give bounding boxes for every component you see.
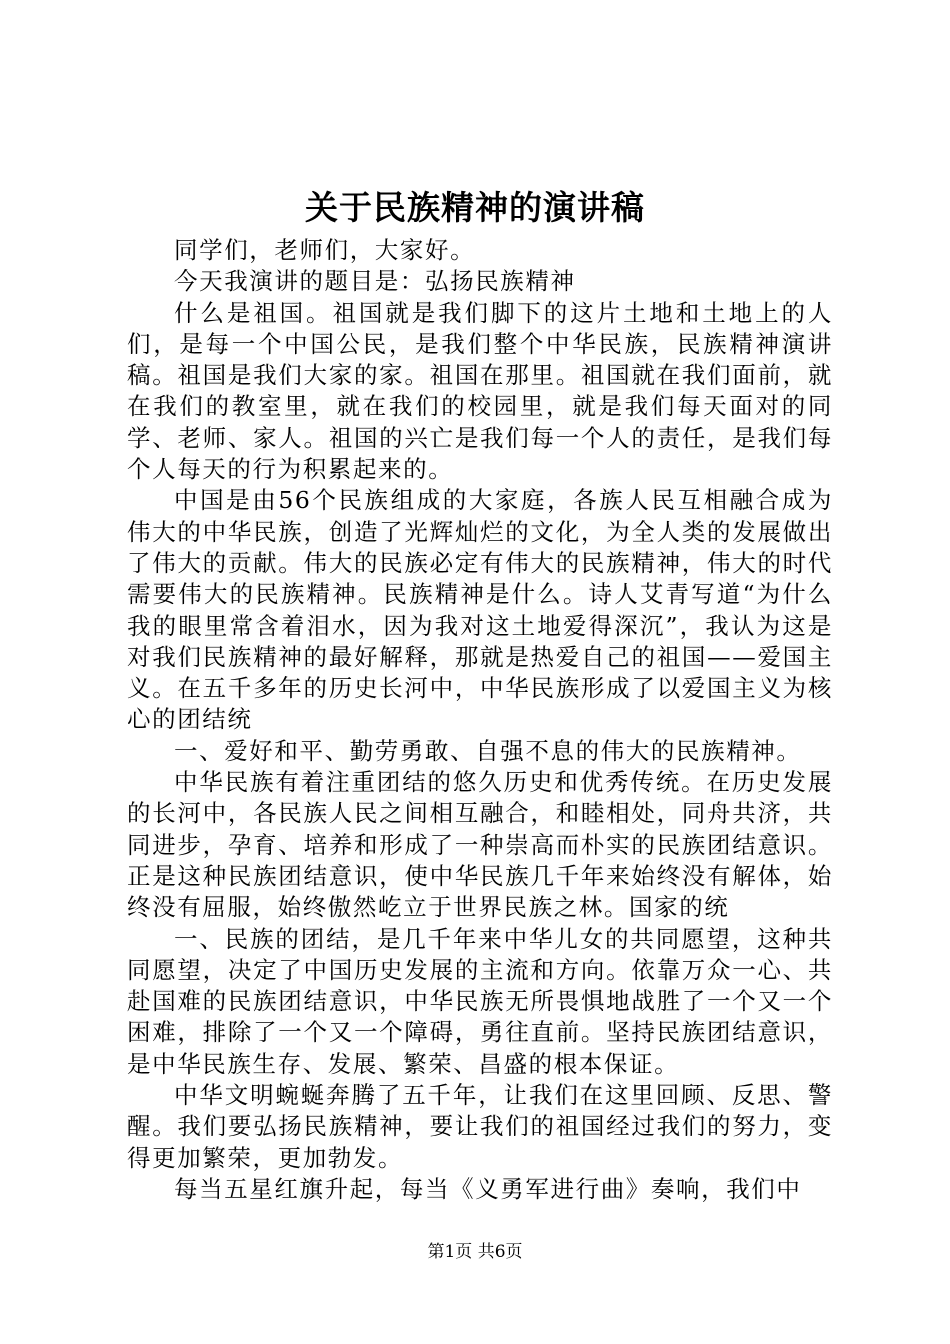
paragraph-motherland: 什么是祖国。祖国就是我们脚下的这片土地和土地上的人们，是每一个中国公民，是我们整个中华民族，民族精神演讲稿。祖国是我们大家的家。祖国在那里。祖国就在我们面前，就在我们的教室里，就在我们的校园里，就是我们每天面对的同学、老师、家人。祖国的兴亡是我们每一个人的责任，是我们每个人每天的行为积累起来的。 [127,298,833,484]
paragraph-topic: 今天我演讲的题目是：弘扬民族精神 [174,267,576,296]
document-title: 关于民族精神的演讲稿 [305,188,645,227]
paragraph-civilization: 中华文明蜿蜒奔腾了五千年，让我们在这里回顾、反思、警醒。我们要弘扬民族精神，要让我们的祖国经过我们的努力，变得更加繁荣，更加勃发。 [127,1081,833,1172]
paragraph-national-spirit: 中国是由56个民族组成的大家庭，各族人民互相融合成为伟大的中华民族，创造了光辉灿烂的文化，为全人类的发展做出了伟大的贡献。伟大的民族必定有伟大的民族精神，伟大的时代需要伟大的民族精神。民族精神是什么。诗人艾青写道“为什么我的眼里常含着泪水，因为我对这土地爱得深沉”，我认为这是对我们民族精神的最好解释，那就是热爱自己的祖国——爱国主义。在五千多年的历史长河中，中华民族形成了以爱国主义为核心的团结统 [127,486,833,734]
paragraph-flag: 每当五星红旗升起，每当《义勇军进行曲》奏响，我们中 [174,1174,802,1203]
page-footer: 第1页 共6页 [427,1242,523,1262]
paragraph-greeting: 同学们，老师们，大家好。 [174,236,476,264]
paragraph-peace-diligence: 一、爱好和平、勤劳勇敢、自强不息的伟大的民族精神。 [174,736,802,765]
paragraph-unity-wish: 一、民族的团结，是几千年来中华儿女的共同愿望，这种共同愿望，决定了中国历史发展的主流和方向。依靠万众一心、共赴国难的民族团结意识，中华民族无所畏惧地战胜了一个又一个困难，排除了一个又一个障碍，勇往直前。坚持民族团结意识，是中华民族生存、发展、繁荣、昌盛的根本保证。 [127,924,833,1078]
paragraph-unity-tradition: 中华民族有着注重团结的悠久历史和优秀传统。在历史发展的长河中，各民族人民之间相互融合，和睦相处，同舟共济，共同进步，孕育、培养和形成了一种崇高而朴实的民族团结意识。正是这种民族团结意识，使中华民族几千年来始终没有解体，始终没有屈服，始终傲然屹立于世界民族之林。国家的统 [127,768,833,922]
document-body [127,235,833,1205]
